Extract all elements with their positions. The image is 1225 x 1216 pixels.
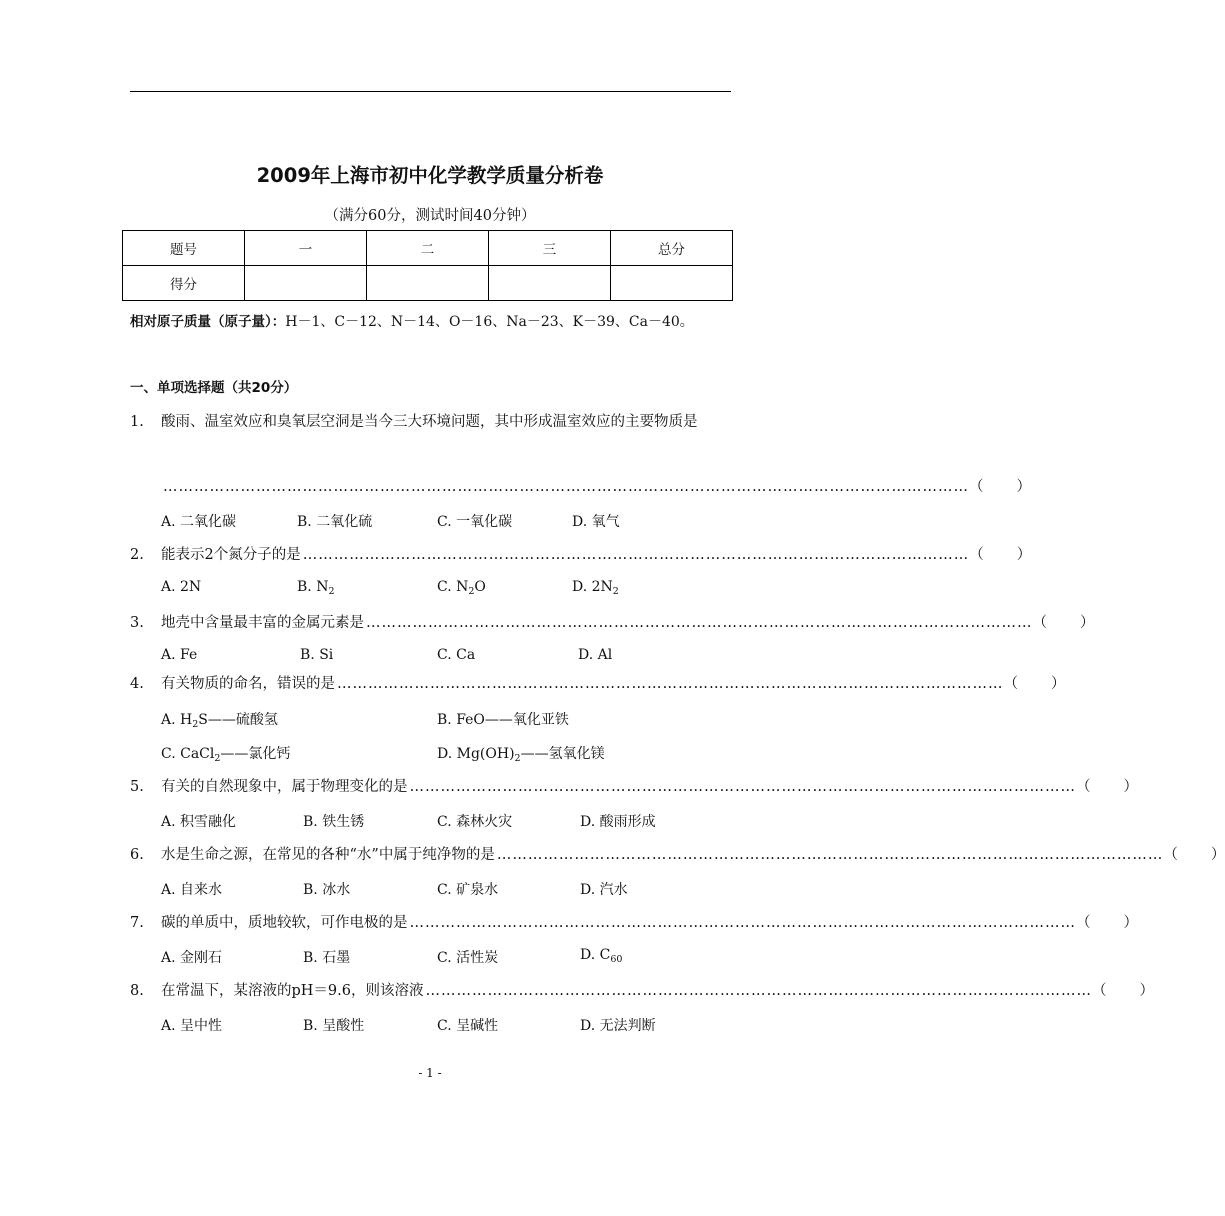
option: B. 铁生锈 <box>303 814 365 830</box>
question-number: 2. <box>130 547 144 563</box>
option: D. 酸雨形成 <box>580 814 656 830</box>
option: B. FeO——氧化亚铁 <box>437 712 569 728</box>
option: C. 矿泉水 <box>437 882 499 898</box>
question-number: 4. <box>130 676 144 692</box>
answer-bracket: （ ） <box>1092 983 1154 999</box>
option: B. 冰水 <box>303 882 351 898</box>
score-table-cell: 得分 <box>123 266 245 301</box>
option: A. 金刚石 <box>161 950 223 966</box>
option: D. 汽水 <box>580 882 628 898</box>
option: C. Ca <box>437 647 476 663</box>
answer-bracket: （ ） <box>1003 676 1066 692</box>
question-1-answer-line <box>130 475 1031 497</box>
option: A. 2N <box>161 579 202 595</box>
option: A. 自来水 <box>161 882 223 898</box>
atomic-masses <box>130 310 694 331</box>
option: B. Si <box>300 647 334 663</box>
option: A. 呈中性 <box>161 1018 223 1034</box>
score-table-cell: 题号 <box>123 231 245 266</box>
question-stem: 碳的单质中，质地较软，可作电极的是 <box>161 915 408 931</box>
question-stem: 能表示2个氮分子的是 <box>161 547 301 563</box>
question-number: 6. <box>130 847 144 863</box>
option: A. 二氧化碳 <box>161 514 237 530</box>
option: C. 活性炭 <box>437 950 499 966</box>
leader-dots: ………………………………………………………………………………………………………………… <box>496 847 1164 863</box>
header-rule <box>130 91 731 92</box>
question-4 <box>130 672 1066 694</box>
option: D. $C_{60}$ <box>580 947 623 965</box>
option: B. 石墨 <box>303 950 351 966</box>
question-stem: 水是生命之源，在常见的各种“水”中属于纯净物的是 <box>161 847 495 863</box>
answer-bracket: （ ） <box>1163 847 1225 863</box>
score-table-header-row <box>123 231 733 266</box>
page-number: - 1 - <box>418 1066 442 1080</box>
question-number: 8. <box>130 983 144 999</box>
answer-bracket: （ ） <box>1076 779 1138 795</box>
answer-bracket: （ ） <box>969 479 1031 495</box>
option: B. 呈酸性 <box>303 1018 365 1034</box>
score-table-cell: 总分 <box>611 231 733 266</box>
question-7 <box>130 911 1138 933</box>
question-3 <box>130 611 1095 633</box>
question-stem: 酸雨、温室效应和臭氧层空洞是当今三大环境问题，其中形成温室效应的主要物质是 <box>161 414 698 430</box>
score-table-cell <box>245 266 367 301</box>
option: C. 森林火灾 <box>437 814 513 830</box>
option: B. 二氧化硫 <box>297 514 373 530</box>
question-stem: 地壳中含量最丰富的金属元素是 <box>161 615 364 631</box>
answer-bracket: （ ） <box>969 547 1032 563</box>
option: D. 氧气 <box>572 514 620 530</box>
question-5 <box>130 775 1138 797</box>
score-table-cell: 二 <box>367 231 489 266</box>
question-2 <box>130 543 1032 565</box>
option: B. $N_2$ <box>297 579 335 597</box>
score-table-score-row <box>123 266 733 301</box>
section-heading: 一、单项选择题（共20分） <box>130 380 298 396</box>
option: C. 呈碱性 <box>437 1018 499 1034</box>
question-stem: 有关物质的命名，错误的是 <box>161 676 335 692</box>
question-number: 1. <box>130 414 144 430</box>
option: D. 无法判断 <box>580 1018 656 1034</box>
atomic-masses-values: H－1、C－12、N－14、O－16、Na－23、K－39、Ca－40。 <box>285 314 694 330</box>
leader-dots: ………………………………………………………………………………………………………………… <box>409 915 1076 931</box>
option: A. $H_2S——$硫酸氢 <box>161 712 278 730</box>
question-8 <box>130 979 1154 1001</box>
leader-dots: ………………………………………………………………………………………………………………… <box>409 779 1076 795</box>
page-title: 2009年上海市初中化学教学质量分析卷 <box>256 164 604 187</box>
answer-bracket: （ ） <box>1076 915 1138 931</box>
leader-dots: ………………………………………………………………………………………………………………… <box>302 547 970 563</box>
question-1-stem-line <box>130 410 732 432</box>
option: A. Fe <box>161 647 198 663</box>
score-table-cell: 一 <box>245 231 367 266</box>
question-number: 5. <box>130 779 144 795</box>
leader-dots: ………………………………………………………………………………………………………………… <box>425 983 1092 999</box>
score-table <box>122 230 733 301</box>
page-subtitle: （满分60分，测试时间40分钟） <box>324 208 536 224</box>
option: D. $Mg(OH)_2——$氢氧化镁 <box>437 746 605 764</box>
option: A. 积雪融化 <box>161 814 237 830</box>
score-table-cell <box>489 266 611 301</box>
option: C. 一氧化碳 <box>437 514 513 530</box>
atomic-masses-label: 相对原子质量（原子量）： <box>130 314 286 330</box>
option: D. $2N_2$ <box>572 579 619 597</box>
leader-dots: ………………………………………………………………………………………………………………… <box>366 615 1033 631</box>
option: C. $N_2O$ <box>437 579 486 597</box>
question-stem: 在常温下，某溶液的pH＝9.6，则该溶液 <box>161 983 424 999</box>
question-6 <box>130 843 1225 865</box>
question-number: 7. <box>130 915 144 931</box>
score-table-cell <box>367 266 489 301</box>
leader-dots: ………………………………………………………………………………………………………………… <box>337 676 1004 692</box>
question-stem: 有关的自然现象中，属于物理变化的是 <box>161 779 408 795</box>
score-table-cell: 三 <box>489 231 611 266</box>
option: D. Al <box>578 647 613 663</box>
question-number: 3. <box>130 615 144 631</box>
option: C. CaCl$_2$——氯化钙 <box>161 746 291 764</box>
score-table-cell <box>611 266 733 301</box>
answer-bracket: （ ） <box>1032 615 1095 631</box>
leader-dots: ………………………………………………………………………………………………………………………………………… <box>163 479 969 495</box>
